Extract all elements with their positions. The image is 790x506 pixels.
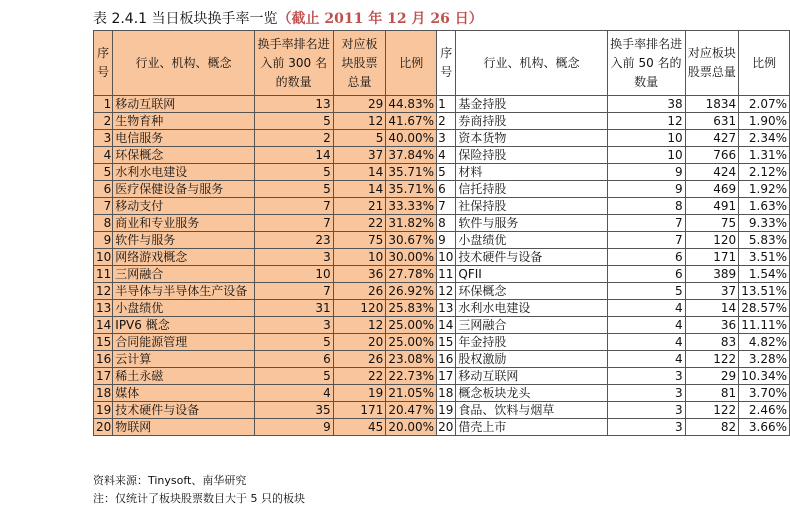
left-top-count: 10 bbox=[254, 266, 333, 283]
right-category-name: 三网融合 bbox=[456, 317, 607, 334]
right-ratio: 1.63% bbox=[739, 198, 790, 215]
right-ratio: 2.46% bbox=[739, 402, 790, 419]
right-stock-total: 171 bbox=[685, 249, 739, 266]
right-category-name: 年金持股 bbox=[456, 334, 607, 351]
left-category-name: 小盘绩优 bbox=[113, 300, 254, 317]
right-category-name: 保险持股 bbox=[456, 147, 607, 164]
left-row-index: 10 bbox=[94, 249, 113, 266]
left-row-index: 4 bbox=[94, 147, 113, 164]
left-ratio: 41.67% bbox=[386, 113, 437, 130]
left-stock-total: 26 bbox=[333, 283, 386, 300]
left-ratio: 22.73% bbox=[386, 368, 437, 385]
right-category-name: 基金持股 bbox=[456, 96, 607, 113]
right-category-name: 股权激励 bbox=[456, 351, 607, 368]
right-ratio: 9.33% bbox=[739, 215, 790, 232]
left-row-index: 9 bbox=[94, 232, 113, 249]
left-top-count: 14 bbox=[254, 147, 333, 164]
left-stock-total: 75 bbox=[333, 232, 386, 249]
right-top-count: 4 bbox=[607, 334, 685, 351]
right-stock-total: 122 bbox=[685, 351, 739, 368]
left-row-index: 19 bbox=[94, 402, 113, 419]
right-category-name: 软件与服务 bbox=[456, 215, 607, 232]
table-row bbox=[94, 283, 790, 300]
right-row-index: 9 bbox=[437, 232, 456, 249]
right-row-index: 20 bbox=[437, 419, 456, 436]
right-ratio: 2.34% bbox=[739, 130, 790, 147]
left-top-count: 3 bbox=[254, 249, 333, 266]
right-category-name: 水利水电建设 bbox=[456, 300, 607, 317]
left-row-index: 14 bbox=[94, 317, 113, 334]
header-right-count: 换手率排名进入前 50 名的数量 bbox=[607, 31, 685, 96]
right-row-index: 13 bbox=[437, 300, 456, 317]
left-category-name: 技术硬件与设备 bbox=[113, 402, 254, 419]
right-row-index: 6 bbox=[437, 181, 456, 198]
table-row bbox=[94, 198, 790, 215]
table-row bbox=[94, 300, 790, 317]
right-top-count: 8 bbox=[607, 198, 685, 215]
left-row-index: 17 bbox=[94, 368, 113, 385]
right-top-count: 6 bbox=[607, 249, 685, 266]
left-row-index: 11 bbox=[94, 266, 113, 283]
table-row bbox=[94, 113, 790, 130]
right-ratio: 1.31% bbox=[739, 147, 790, 164]
left-top-count: 5 bbox=[254, 368, 333, 385]
right-category-name: 社保持股 bbox=[456, 198, 607, 215]
right-stock-total: 427 bbox=[685, 130, 739, 147]
left-top-count: 4 bbox=[254, 385, 333, 402]
left-top-count: 2 bbox=[254, 130, 333, 147]
table-row bbox=[94, 130, 790, 147]
right-category-name: 移动互联网 bbox=[456, 368, 607, 385]
left-category-name: 移动支付 bbox=[113, 198, 254, 215]
right-ratio: 28.57% bbox=[739, 300, 790, 317]
right-category-name: 技术硬件与设备 bbox=[456, 249, 607, 266]
right-ratio: 3.28% bbox=[739, 351, 790, 368]
table-row bbox=[94, 147, 790, 164]
right-row-index: 17 bbox=[437, 368, 456, 385]
right-top-count: 9 bbox=[607, 181, 685, 198]
right-stock-total: 75 bbox=[685, 215, 739, 232]
left-category-name: 水利水电建设 bbox=[113, 164, 254, 181]
right-ratio: 10.34% bbox=[739, 368, 790, 385]
right-category-name: 小盘绩优 bbox=[456, 232, 607, 249]
left-category-name: 医疗保健设备与服务 bbox=[113, 181, 254, 198]
right-top-count: 7 bbox=[607, 232, 685, 249]
left-stock-total: 22 bbox=[333, 215, 386, 232]
table-header-row bbox=[94, 31, 790, 96]
right-top-count: 6 bbox=[607, 266, 685, 283]
left-ratio: 44.83% bbox=[386, 96, 437, 113]
left-ratio: 20.00% bbox=[386, 419, 437, 436]
left-ratio: 21.05% bbox=[386, 385, 437, 402]
right-ratio: 5.83% bbox=[739, 232, 790, 249]
right-ratio: 2.07% bbox=[739, 96, 790, 113]
left-stock-total: 19 bbox=[333, 385, 386, 402]
left-row-index: 6 bbox=[94, 181, 113, 198]
right-stock-total: 82 bbox=[685, 419, 739, 436]
right-stock-total: 37 bbox=[685, 283, 739, 300]
left-category-name: 电信服务 bbox=[113, 130, 254, 147]
right-category-name: 材料 bbox=[456, 164, 607, 181]
left-row-index: 1 bbox=[94, 96, 113, 113]
right-ratio: 2.12% bbox=[739, 164, 790, 181]
left-ratio: 20.47% bbox=[386, 402, 437, 419]
right-category-name: QFII bbox=[456, 266, 607, 283]
left-row-index: 18 bbox=[94, 385, 113, 402]
right-row-index: 2 bbox=[437, 113, 456, 130]
left-ratio: 35.71% bbox=[386, 164, 437, 181]
right-category-name: 资本货物 bbox=[456, 130, 607, 147]
left-top-count: 5 bbox=[254, 164, 333, 181]
table-row bbox=[94, 96, 790, 113]
right-row-index: 16 bbox=[437, 351, 456, 368]
right-ratio: 1.54% bbox=[739, 266, 790, 283]
left-stock-total: 12 bbox=[333, 113, 386, 130]
header-left-category: 行业、机构、概念 bbox=[113, 31, 254, 96]
left-stock-total: 45 bbox=[333, 419, 386, 436]
left-stock-total: 21 bbox=[333, 198, 386, 215]
left-stock-total: 22 bbox=[333, 368, 386, 385]
header-left-total: 对应板块股票总量 bbox=[333, 31, 386, 96]
header-left-index: 序号 bbox=[94, 31, 113, 96]
table-row bbox=[94, 334, 790, 351]
table-row bbox=[94, 385, 790, 402]
table-row bbox=[94, 402, 790, 419]
left-row-index: 20 bbox=[94, 419, 113, 436]
left-stock-total: 26 bbox=[333, 351, 386, 368]
table-row bbox=[94, 232, 790, 249]
left-stock-total: 36 bbox=[333, 266, 386, 283]
left-top-count: 7 bbox=[254, 215, 333, 232]
right-ratio: 13.51% bbox=[739, 283, 790, 300]
left-top-count: 35 bbox=[254, 402, 333, 419]
left-ratio: 30.67% bbox=[386, 232, 437, 249]
right-row-index: 3 bbox=[437, 130, 456, 147]
left-top-count: 6 bbox=[254, 351, 333, 368]
right-ratio: 4.82% bbox=[739, 334, 790, 351]
left-ratio: 25.00% bbox=[386, 317, 437, 334]
right-stock-total: 766 bbox=[685, 147, 739, 164]
left-category-name: 软件与服务 bbox=[113, 232, 254, 249]
left-ratio: 25.83% bbox=[386, 300, 437, 317]
right-category-name: 环保概念 bbox=[456, 283, 607, 300]
table-row bbox=[94, 215, 790, 232]
right-ratio: 1.90% bbox=[739, 113, 790, 130]
left-category-name: 环保概念 bbox=[113, 147, 254, 164]
left-stock-total: 37 bbox=[333, 147, 386, 164]
right-ratio: 3.70% bbox=[739, 385, 790, 402]
right-row-index: 15 bbox=[437, 334, 456, 351]
left-stock-total: 10 bbox=[333, 249, 386, 266]
right-stock-total: 83 bbox=[685, 334, 739, 351]
right-stock-total: 29 bbox=[685, 368, 739, 385]
right-row-index: 14 bbox=[437, 317, 456, 334]
right-stock-total: 14 bbox=[685, 300, 739, 317]
left-row-index: 8 bbox=[94, 215, 113, 232]
left-row-index: 2 bbox=[94, 113, 113, 130]
right-stock-total: 491 bbox=[685, 198, 739, 215]
table-row bbox=[94, 164, 790, 181]
left-top-count: 5 bbox=[254, 113, 333, 130]
right-top-count: 7 bbox=[607, 215, 685, 232]
left-category-name: 合同能源管理 bbox=[113, 334, 254, 351]
left-category-name: 网络游戏概念 bbox=[113, 249, 254, 266]
table-title-text: 表 2.4.1 当日板块换手率一览 bbox=[93, 11, 278, 27]
right-category-name: 食品、饮料与烟草 bbox=[456, 402, 607, 419]
right-top-count: 10 bbox=[607, 130, 685, 147]
table-row bbox=[94, 266, 790, 283]
left-top-count: 9 bbox=[254, 419, 333, 436]
left-top-count: 7 bbox=[254, 198, 333, 215]
right-row-index: 19 bbox=[437, 402, 456, 419]
left-category-name: 商业和专业服务 bbox=[113, 215, 254, 232]
right-stock-total: 36 bbox=[685, 317, 739, 334]
left-row-index: 15 bbox=[94, 334, 113, 351]
right-top-count: 38 bbox=[607, 96, 685, 113]
right-top-count: 12 bbox=[607, 113, 685, 130]
right-row-index: 18 bbox=[437, 385, 456, 402]
left-stock-total: 12 bbox=[333, 317, 386, 334]
right-row-index: 11 bbox=[437, 266, 456, 283]
right-row-index: 1 bbox=[437, 96, 456, 113]
left-ratio: 23.08% bbox=[386, 351, 437, 368]
left-top-count: 5 bbox=[254, 334, 333, 351]
left-stock-total: 120 bbox=[333, 300, 386, 317]
left-row-index: 3 bbox=[94, 130, 113, 147]
header-right-total: 对应板块股票总量 bbox=[685, 31, 739, 96]
left-stock-total: 171 bbox=[333, 402, 386, 419]
left-ratio: 27.78% bbox=[386, 266, 437, 283]
turnover-table bbox=[93, 30, 790, 436]
header-left-count: 换手率排名进入前 300 名的数量 bbox=[254, 31, 333, 96]
left-category-name: 稀土永磁 bbox=[113, 368, 254, 385]
right-stock-total: 424 bbox=[685, 164, 739, 181]
right-category-name: 概念板块龙头 bbox=[456, 385, 607, 402]
left-stock-total: 29 bbox=[333, 96, 386, 113]
left-category-name: 半导体与半导体生产设备 bbox=[113, 283, 254, 300]
left-ratio: 40.00% bbox=[386, 130, 437, 147]
left-row-index: 16 bbox=[94, 351, 113, 368]
right-top-count: 4 bbox=[607, 300, 685, 317]
header-right-category: 行业、机构、概念 bbox=[456, 31, 607, 96]
right-category-name: 借壳上市 bbox=[456, 419, 607, 436]
left-stock-total: 5 bbox=[333, 130, 386, 147]
table-row bbox=[94, 419, 790, 436]
right-stock-total: 1834 bbox=[685, 96, 739, 113]
header-right-index: 序号 bbox=[437, 31, 456, 96]
left-row-index: 5 bbox=[94, 164, 113, 181]
left-category-name: 移动互联网 bbox=[113, 96, 254, 113]
source-note: 资料来源：Tinysoft、南华研究 bbox=[93, 474, 247, 487]
table-row bbox=[94, 368, 790, 385]
right-row-index: 5 bbox=[437, 164, 456, 181]
table-row bbox=[94, 249, 790, 266]
left-category-name: 云计算 bbox=[113, 351, 254, 368]
header-left-ratio: 比例 bbox=[386, 31, 437, 96]
right-top-count: 4 bbox=[607, 317, 685, 334]
left-ratio: 25.00% bbox=[386, 334, 437, 351]
table-title bbox=[93, 9, 483, 29]
right-stock-total: 389 bbox=[685, 266, 739, 283]
left-ratio: 31.82% bbox=[386, 215, 437, 232]
right-row-index: 7 bbox=[437, 198, 456, 215]
right-top-count: 9 bbox=[607, 164, 685, 181]
table-row bbox=[94, 181, 790, 198]
right-row-index: 8 bbox=[437, 215, 456, 232]
right-row-index: 10 bbox=[437, 249, 456, 266]
left-category-name: 生物育种 bbox=[113, 113, 254, 130]
right-top-count: 3 bbox=[607, 368, 685, 385]
left-ratio: 33.33% bbox=[386, 198, 437, 215]
footnote: 注：仅统计了板块股票数目大于 5 只的板块 bbox=[93, 492, 305, 505]
left-top-count: 5 bbox=[254, 181, 333, 198]
table-title-date: （截止 2011 年 12 月 26 日） bbox=[277, 11, 483, 27]
table-row bbox=[94, 351, 790, 368]
left-ratio: 30.00% bbox=[386, 249, 437, 266]
right-stock-total: 469 bbox=[685, 181, 739, 198]
right-stock-total: 120 bbox=[685, 232, 739, 249]
right-ratio: 3.51% bbox=[739, 249, 790, 266]
left-category-name: IPV6 概念 bbox=[113, 317, 254, 334]
left-stock-total: 14 bbox=[333, 164, 386, 181]
left-top-count: 3 bbox=[254, 317, 333, 334]
right-stock-total: 631 bbox=[685, 113, 739, 130]
right-row-index: 12 bbox=[437, 283, 456, 300]
right-row-index: 4 bbox=[437, 147, 456, 164]
left-category-name: 三网融合 bbox=[113, 266, 254, 283]
right-top-count: 3 bbox=[607, 419, 685, 436]
right-ratio: 11.11% bbox=[739, 317, 790, 334]
table-row bbox=[94, 317, 790, 334]
right-top-count: 4 bbox=[607, 351, 685, 368]
left-stock-total: 14 bbox=[333, 181, 386, 198]
left-category-name: 物联网 bbox=[113, 419, 254, 436]
right-stock-total: 122 bbox=[685, 402, 739, 419]
left-row-index: 7 bbox=[94, 198, 113, 215]
left-category-name: 媒体 bbox=[113, 385, 254, 402]
left-top-count: 23 bbox=[254, 232, 333, 249]
right-top-count: 10 bbox=[607, 147, 685, 164]
left-row-index: 12 bbox=[94, 283, 113, 300]
left-ratio: 37.84% bbox=[386, 147, 437, 164]
right-category-name: 信托持股 bbox=[456, 181, 607, 198]
right-ratio: 3.66% bbox=[739, 419, 790, 436]
left-top-count: 13 bbox=[254, 96, 333, 113]
left-row-index: 13 bbox=[94, 300, 113, 317]
left-top-count: 31 bbox=[254, 300, 333, 317]
right-stock-total: 81 bbox=[685, 385, 739, 402]
right-top-count: 5 bbox=[607, 283, 685, 300]
left-ratio: 35.71% bbox=[386, 181, 437, 198]
left-stock-total: 20 bbox=[333, 334, 386, 351]
right-top-count: 3 bbox=[607, 385, 685, 402]
left-ratio: 26.92% bbox=[386, 283, 437, 300]
header-right-ratio: 比例 bbox=[739, 31, 790, 96]
left-top-count: 7 bbox=[254, 283, 333, 300]
right-top-count: 3 bbox=[607, 402, 685, 419]
right-ratio: 1.92% bbox=[739, 181, 790, 198]
right-category-name: 券商持股 bbox=[456, 113, 607, 130]
